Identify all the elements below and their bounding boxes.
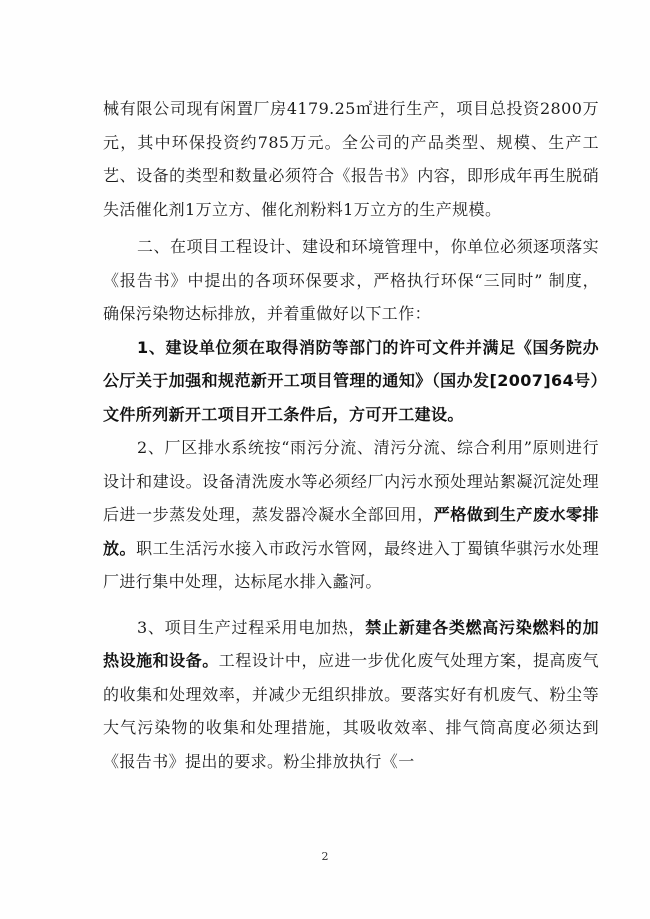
bold-text-segment: 1、建设单位须在取得消防等部门的许可文件并满足《国务院办公厅关于加强和规范新开工项目管理的通知》（国办发[2007]64号）文件所列新开工项目开工条件后，方可开工建设。: [103, 337, 599, 424]
bold-text-segment: 禁止新建各类燃高污染燃料的加热设施和设备。: [103, 617, 599, 670]
page-number: 2: [321, 850, 329, 863]
text-segment: 工程设计中，应进一步优化废气处理方案，提高废气的收集和处理效率，并减少无组织排放。要落实好有机废气、粉尘等大气污染物的收集和处理措施，其吸收效率、排气筒高度必须达到《报告书》提出的要求。粉尘排放执行《一: [103, 651, 599, 771]
paragraph-item-2-drainage: [103, 431, 599, 599]
text-segment: 职工生活污水接入市政污水管网，最终进入丁蜀镇华骐污水处理厂进行集中处理，达标尾水排入蠡河。: [103, 538, 599, 591]
paragraph-environmental-management: [103, 230, 599, 331]
text-segment: 二、在项目工程设计、建设和环境管理中，你单位必须逐项落实《报告书》中提出的各项环保要求，严格执行环保“三同时” 制度，确保污染物达标排放，并着重做好以下工作：: [103, 237, 599, 323]
text-segment: 2、厂区排水系统按“雨污分流、清污分流、综合利用”原则进行设计和建设。设备清洗废水等必须经厂内污水预处理站絮凝沉淀处理后进一步蒸发处理，蒸发器冷凝水全部回用，: [103, 438, 599, 524]
paragraph-item-1-construction-conditions: [103, 331, 599, 432]
paragraph-project-scale: [103, 92, 599, 226]
text-segment: 械有限公司现有闲置厂房4179.25㎡进行生产，项目总投资2800万元，其中环保投资约785万元。全公司的产品类型、规模、生产工艺、设备的类型和数量必须符合《报告书》内容，即形成年再生脱硝失活催化剂1万立方、催化剂粉料1万立方的生产规模。: [103, 99, 599, 219]
document-body: [103, 92, 599, 778]
bold-text-segment: 严格做到生产废水零排放。: [103, 505, 599, 558]
paragraph-item-3-emissions: [103, 611, 599, 779]
text-segment: 3、项目生产过程采用电加热，: [137, 617, 366, 637]
